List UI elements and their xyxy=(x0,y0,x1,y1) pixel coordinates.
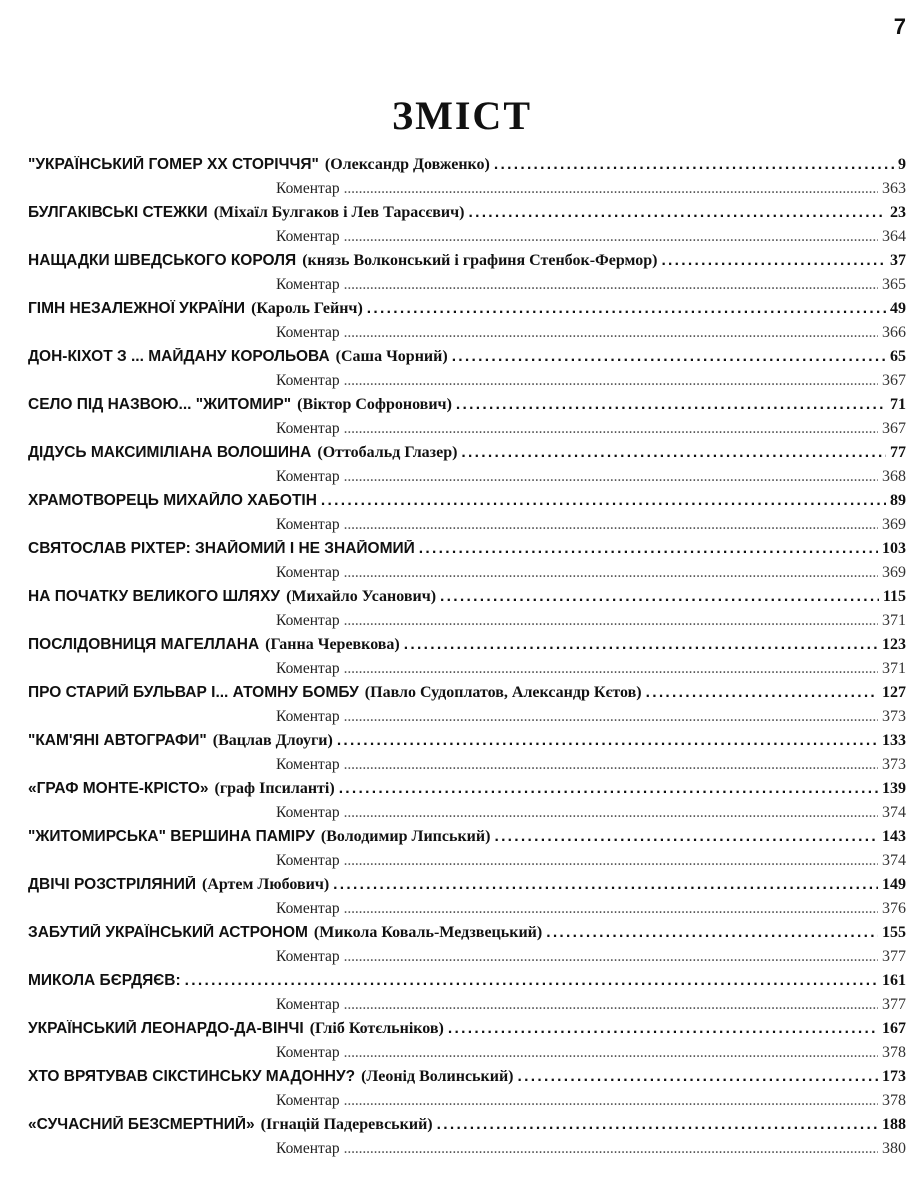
toc-comment-row[interactable] xyxy=(28,468,906,492)
toc-comment-page: 373 xyxy=(882,708,906,725)
toc-entry xyxy=(28,204,906,252)
dot-leader xyxy=(440,588,879,606)
toc-entry-title: «ГРАФ МОНТЕ-КРІСТО» xyxy=(28,780,209,797)
dot-leader xyxy=(461,444,886,462)
dot-leader xyxy=(546,924,878,942)
toc-entry-author: (Олександр Довженко) xyxy=(324,156,490,173)
toc-comment-label: Коментар xyxy=(276,564,340,581)
toc-comment-row[interactable] xyxy=(28,660,906,684)
toc-main-row[interactable] xyxy=(28,444,906,468)
toc-comment-row[interactable] xyxy=(28,1092,906,1116)
toc-comment-row[interactable] xyxy=(28,180,906,204)
toc-entry-title: ГІМН НЕЗАЛЕЖНОЇ УКРАЇНИ xyxy=(28,300,246,317)
toc-comment-page: 374 xyxy=(882,852,906,869)
dot-leader xyxy=(367,300,886,318)
dot-leader xyxy=(494,828,878,846)
toc-comment-label: Коментар xyxy=(276,660,340,677)
toc-entry xyxy=(28,252,906,300)
toc-entry-author: (Ігнацій Падеревський) xyxy=(260,1116,433,1133)
toc-comment-label: Коментар xyxy=(276,756,340,773)
toc-comment-label: Коментар xyxy=(276,804,340,821)
toc-comment-page: 377 xyxy=(882,948,906,965)
toc-entry-author: (князь Волконський і графиня Стенбок-Фермор) xyxy=(302,252,658,269)
toc-comment-page: 374 xyxy=(882,804,906,821)
toc-main-row[interactable] xyxy=(28,588,906,612)
toc-main-row[interactable] xyxy=(28,1116,906,1140)
toc-comment-page: 367 xyxy=(882,420,906,437)
toc-comment-label: Коментар xyxy=(276,324,340,341)
toc-main-row[interactable] xyxy=(28,348,906,372)
toc-comment-row[interactable] xyxy=(28,228,906,252)
toc-main-row[interactable] xyxy=(28,204,906,228)
toc-comment-label: Коментар xyxy=(276,420,340,437)
toc-entry-title: "ЖИТОМИРСЬКА" ВЕРШИНА ПАМІРУ xyxy=(28,828,315,845)
toc-entry xyxy=(28,396,906,444)
dot-leader xyxy=(344,564,878,582)
toc-comment-page: 369 xyxy=(882,564,906,581)
toc-entry-page: 103 xyxy=(882,540,906,557)
toc-entry-title: СВЯТОСЛАВ РІХТЕР: ЗНАЙОМИЙ І НЕ ЗНАЙОМИЙ xyxy=(28,540,415,557)
toc-entry-author: (Кароль Гейнч) xyxy=(251,300,363,317)
toc-comment-row[interactable] xyxy=(28,900,906,924)
toc-comment-page: 367 xyxy=(882,372,906,389)
toc-entry-page: 123 xyxy=(882,636,906,653)
toc-main-row[interactable] xyxy=(28,636,906,660)
toc-entry-title: СЕЛО ПІД НАЗВОЮ... "ЖИТОМИР" xyxy=(28,396,292,413)
dot-leader xyxy=(344,708,878,726)
toc-comment-row[interactable] xyxy=(28,324,906,348)
toc-main-row[interactable] xyxy=(28,396,906,420)
page-title: ЗМІСТ xyxy=(392,93,532,138)
toc-entry-title: НАЩАДКИ ШВЕДСЬКОГО КОРОЛЯ xyxy=(28,252,297,269)
toc-entry-title: ЗАБУТИЙ УКРАЇНСЬКИЙ АСТРОНОМ xyxy=(28,924,308,941)
toc-comment-page: 376 xyxy=(882,900,906,917)
dot-leader xyxy=(344,612,878,630)
toc-entry-page: 49 xyxy=(890,300,906,317)
dot-leader xyxy=(419,540,878,558)
toc-entry xyxy=(28,924,906,972)
toc-comment-label: Коментар xyxy=(276,228,340,245)
toc-entry xyxy=(28,1020,906,1068)
toc-comment-row[interactable] xyxy=(28,1044,906,1068)
toc-entry-page: 139 xyxy=(882,780,906,797)
dot-leader xyxy=(404,636,878,654)
toc-entry-title: ХРАМОТВОРЕЦЬ МИХАЙЛО ХАБОТІН xyxy=(28,492,317,509)
toc-comment-label: Коментар xyxy=(276,948,340,965)
toc-comment-row[interactable] xyxy=(28,804,906,828)
dot-leader xyxy=(437,1116,878,1134)
toc-main-row[interactable] xyxy=(28,156,906,180)
toc-entry-page: 65 xyxy=(890,348,906,365)
dot-leader xyxy=(344,228,878,246)
toc-entry-title: ХТО ВРЯТУВАВ СІКСТИНСЬКУ МАДОННУ? xyxy=(28,1068,356,1085)
toc-comment-row[interactable] xyxy=(28,516,906,540)
toc-entry xyxy=(28,828,906,876)
toc-comment-label: Коментар xyxy=(276,1044,340,1061)
toc-comment-page: 377 xyxy=(882,996,906,1013)
dot-leader xyxy=(344,1140,878,1158)
toc-comment-label: Коментар xyxy=(276,996,340,1013)
toc-entry xyxy=(28,348,906,396)
dot-leader xyxy=(661,252,886,270)
toc-entry-title: ПОСЛІДОВНИЦЯ МАГЕЛЛАНА xyxy=(28,636,260,653)
toc-comment-row[interactable] xyxy=(28,948,906,972)
toc-entry xyxy=(28,444,906,492)
toc-entry-title: ДОН-КІХОТ З ... МАЙДАНУ КОРОЛЬОВА xyxy=(28,348,330,365)
toc-entry-page: 188 xyxy=(882,1116,906,1133)
toc-comment-row[interactable] xyxy=(28,756,906,780)
toc-entry-page: 89 xyxy=(890,492,906,509)
dot-leader xyxy=(344,1044,878,1062)
toc-comment-page: 378 xyxy=(882,1044,906,1061)
toc-comment-page: 366 xyxy=(882,324,906,341)
toc-comment-row[interactable] xyxy=(28,612,906,636)
toc-comment-page: 365 xyxy=(882,276,906,293)
toc-entry-author: (Михайло Усанович) xyxy=(286,588,437,605)
toc-entry-title: ПРО СТАРИЙ БУЛЬВАР І... АТОМНУ БОМБУ xyxy=(28,684,359,701)
toc-main-row[interactable] xyxy=(28,492,906,516)
toc-comment-row[interactable] xyxy=(28,564,906,588)
toc-entry-author: (Міхаїл Булгаков і Лев Тарасєвич) xyxy=(213,204,465,221)
toc-entry-author: (Віктор Софронович) xyxy=(297,396,452,413)
toc-entry xyxy=(28,732,906,780)
toc-comment-label: Коментар xyxy=(276,1140,340,1157)
dot-leader xyxy=(452,348,886,366)
toc-comment-page: 368 xyxy=(882,468,906,485)
toc-entry xyxy=(28,1116,906,1164)
toc-main-row[interactable] xyxy=(28,252,906,276)
toc-entry-title: "КАМ'ЯНІ АВТОГРАФИ" xyxy=(28,732,207,749)
toc-entry-author: (Ганна Черевкова) xyxy=(265,636,400,653)
toc-comment-page: 371 xyxy=(882,660,906,677)
dot-leader xyxy=(468,204,886,222)
dot-leader xyxy=(344,804,878,822)
toc-entry-author: (Вацлав Длоуги) xyxy=(212,732,333,749)
toc-main-row[interactable] xyxy=(28,732,906,756)
toc-comment-label: Коментар xyxy=(276,468,340,485)
dot-leader xyxy=(344,852,878,870)
toc-entry-title: ДВІЧІ РОЗСТРІЛЯНИЙ xyxy=(28,876,196,893)
toc-comment-page: 380 xyxy=(882,1140,906,1157)
toc-entry xyxy=(28,492,906,540)
toc-entry-author: (Гліб Котєльніков) xyxy=(309,1020,444,1037)
toc-entry xyxy=(28,156,906,204)
table-of-contents xyxy=(28,156,906,1164)
toc-entry-author: (Леонід Волинський) xyxy=(361,1068,514,1085)
toc-entry-page: 149 xyxy=(882,876,906,893)
toc-entry xyxy=(28,588,906,636)
toc-comment-label: Коментар xyxy=(276,1092,340,1109)
dot-leader xyxy=(337,732,878,750)
toc-main-row[interactable] xyxy=(28,1068,906,1092)
toc-comment-row[interactable] xyxy=(28,708,906,732)
toc-entry-title: «СУЧАСНИЙ БЕЗСМЕРТНИЙ» xyxy=(28,1116,255,1133)
toc-entry xyxy=(28,300,906,348)
dot-leader xyxy=(344,324,878,342)
dot-leader xyxy=(448,1020,878,1038)
toc-entry-page: 167 xyxy=(882,1020,906,1037)
toc-main-row[interactable] xyxy=(28,684,906,708)
toc-entry-title: "УКРАЇНСЬКИЙ ГОМЕР XX СТОРІЧЧЯ" xyxy=(28,156,319,173)
dot-leader xyxy=(339,780,878,798)
toc-main-row[interactable] xyxy=(28,972,906,996)
toc-comment-label: Коментар xyxy=(276,900,340,917)
toc-main-row[interactable] xyxy=(28,924,906,948)
toc-comment-page: 369 xyxy=(882,516,906,533)
dot-leader xyxy=(344,756,878,774)
toc-entry-title: МИКОЛА БЄРДЯЄВ: xyxy=(28,972,181,989)
toc-entry xyxy=(28,1068,906,1116)
toc-entry-page: 143 xyxy=(882,828,906,845)
toc-comment-label: Коментар xyxy=(276,852,340,869)
dot-leader xyxy=(494,156,894,174)
dot-leader xyxy=(344,372,878,390)
toc-entry-title: УКРАЇНСЬКИЙ ЛЕОНАРДО-ДА-ВІНЧІ xyxy=(28,1020,304,1037)
toc-entry-author: (Артем Любович) xyxy=(201,876,330,893)
toc-entry-title: НА ПОЧАТКУ ВЕЛИКОГО ШЛЯХУ xyxy=(28,588,281,605)
toc-entry-page: 71 xyxy=(890,396,906,413)
toc-entry-author: (Саша Чорний) xyxy=(335,348,448,365)
dot-leader xyxy=(344,900,878,918)
toc-entry-page: 161 xyxy=(882,972,906,989)
toc-comment-label: Коментар xyxy=(276,180,340,197)
toc-entry-page: 115 xyxy=(882,588,906,605)
dot-leader xyxy=(344,276,878,294)
dot-leader xyxy=(344,468,878,486)
dot-leader xyxy=(321,492,886,510)
toc-entry xyxy=(28,636,906,684)
toc-comment-label: Коментар xyxy=(276,372,340,389)
toc-entry-page: 173 xyxy=(882,1068,906,1085)
dot-leader xyxy=(344,420,878,438)
toc-entry xyxy=(28,684,906,732)
toc-comment-page: 371 xyxy=(882,612,906,629)
toc-main-row[interactable] xyxy=(28,300,906,324)
toc-entry-page: 155 xyxy=(882,924,906,941)
toc-comment-page: 364 xyxy=(882,228,906,245)
toc-comment-label: Коментар xyxy=(276,516,340,533)
toc-entry-author: (Микола Коваль-Медзвецький) xyxy=(313,924,543,941)
toc-entry-page: 23 xyxy=(890,204,906,221)
toc-main-row[interactable] xyxy=(28,780,906,804)
toc-entry-title: ДІДУСЬ МАКСИМІЛІАНА ВОЛОШИНА xyxy=(28,444,312,461)
toc-comment-row[interactable] xyxy=(28,420,906,444)
toc-main-row[interactable] xyxy=(28,1020,906,1044)
dot-leader xyxy=(185,972,878,990)
toc-comment-label: Коментар xyxy=(276,612,340,629)
toc-entry-title: БУЛГАКІВСЬКІ СТЕЖКИ xyxy=(28,204,208,221)
dot-leader xyxy=(344,1092,878,1110)
toc-comment-row[interactable] xyxy=(28,276,906,300)
dot-leader xyxy=(344,180,878,198)
toc-main-row[interactable] xyxy=(28,540,906,564)
dot-leader xyxy=(456,396,886,414)
toc-entry-page: 9 xyxy=(898,156,906,173)
toc-comment-label: Коментар xyxy=(276,276,340,293)
dot-leader xyxy=(344,516,878,534)
toc-entry-page: 127 xyxy=(882,684,906,701)
toc-comment-page: 378 xyxy=(882,1092,906,1109)
toc-entry-page: 133 xyxy=(882,732,906,749)
dot-leader xyxy=(344,660,878,678)
dot-leader xyxy=(333,876,878,894)
toc-entry-author: (граф Іпсиланті) xyxy=(214,780,335,797)
toc-comment-label: Коментар xyxy=(276,708,340,725)
dot-leader xyxy=(646,684,878,702)
toc-comment-row[interactable] xyxy=(28,852,906,876)
toc-main-row[interactable] xyxy=(28,876,906,900)
toc-comment-page: 373 xyxy=(882,756,906,773)
toc-entry-page: 77 xyxy=(890,444,906,461)
toc-comment-row[interactable] xyxy=(28,1140,906,1164)
toc-entry xyxy=(28,780,906,828)
toc-entry-page: 37 xyxy=(890,252,906,269)
toc-entry xyxy=(28,972,906,1020)
toc-entry xyxy=(28,876,906,924)
toc-entry-author: (Володимир Липський) xyxy=(320,828,491,845)
toc-entry xyxy=(28,540,906,588)
page-number: 7 xyxy=(893,14,906,39)
dot-leader xyxy=(518,1068,879,1086)
dot-leader xyxy=(344,948,878,966)
toc-entry-author: (Оттобальд Глазер) xyxy=(317,444,458,461)
toc-entry-author: (Павло Судоплатов, Александр Кєтов) xyxy=(364,684,642,701)
dot-leader xyxy=(344,996,878,1014)
toc-main-row[interactable] xyxy=(28,828,906,852)
toc-comment-page: 363 xyxy=(882,180,906,197)
toc-comment-row[interactable] xyxy=(28,996,906,1020)
toc-comment-row[interactable] xyxy=(28,372,906,396)
